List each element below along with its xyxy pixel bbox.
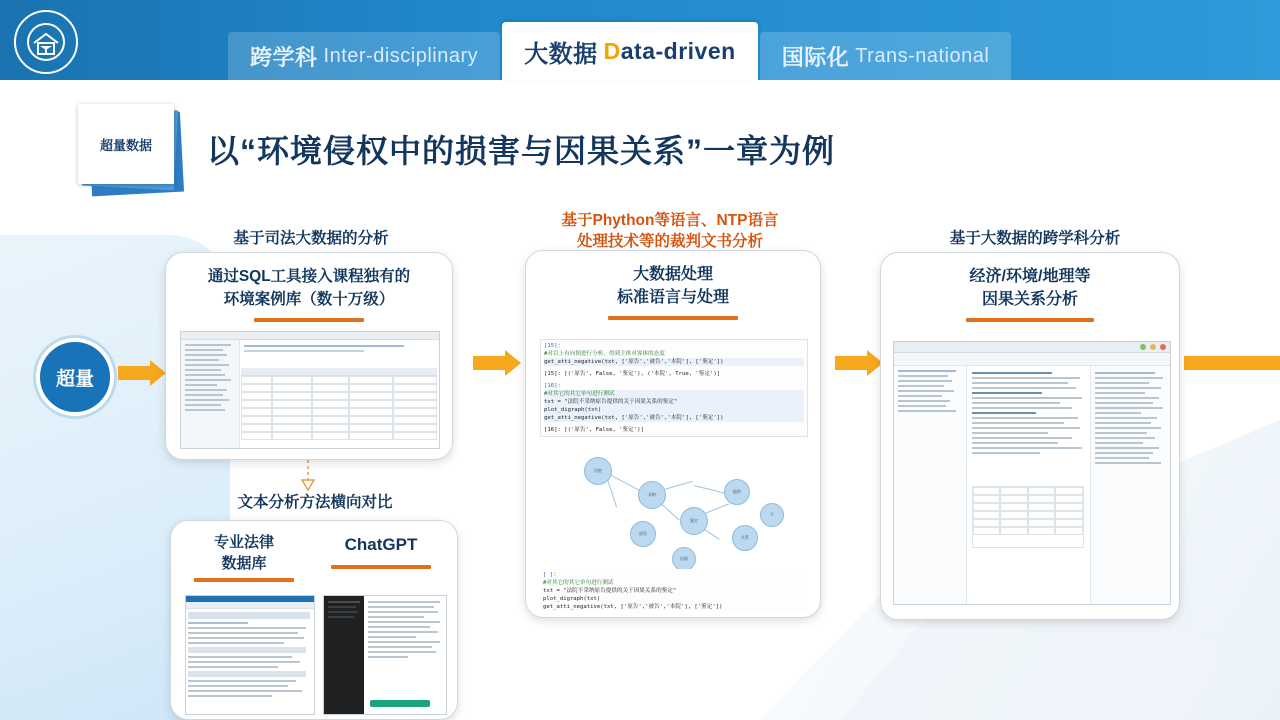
graph-node: 法院: [584, 457, 612, 485]
code-line: [16]: [('原告', False, '鉴定')]: [544, 427, 644, 433]
tab-label-en: Inter-disciplinary: [323, 44, 479, 67]
card-bigdata-underline: [608, 316, 738, 320]
variables-panel: [894, 366, 967, 604]
screenshot-menubar: [894, 342, 1170, 353]
page-title: 以“环境侵权中的损害与因果关系”一章为例: [207, 133, 836, 169]
header-bar: [0, 0, 1280, 80]
compare-left-underline: [194, 578, 294, 582]
card-sql-underline: [254, 318, 364, 322]
caption-nlp-line2: 处理技术等的裁判文书分析: [576, 233, 763, 250]
arrow-3: [835, 350, 883, 376]
graph-node: 原告: [630, 521, 656, 547]
dependency-graph: [546, 447, 804, 565]
graph-node: 鉴定: [680, 507, 708, 535]
card-cross-title-line1: 经济/环境/地理等: [969, 268, 1091, 285]
minimize-icon[interactable]: [1150, 344, 1156, 350]
sticky-note: [78, 104, 178, 192]
code-line: #对其它的其它单句进行测试: [543, 580, 614, 586]
tab-interdisciplinary[interactable]: [228, 32, 500, 80]
caption-nlp-analysis: [520, 210, 820, 252]
compare-right-label: ChatGPT: [344, 535, 418, 554]
card-sql-title-line2: 环境案例库（数十万级）: [223, 291, 395, 308]
code-line: plot_digraph(txt): [543, 596, 601, 602]
card-text-comparison: [170, 520, 458, 720]
compare-left-line2: 数据库: [221, 555, 267, 572]
compare-right-underline: [331, 565, 431, 569]
graph-node: 提供: [724, 479, 750, 505]
code-line: plot_digraph(txt): [544, 406, 804, 414]
code-line: #对以上有向图进行分析，得到主体对客体的态度: [544, 351, 665, 357]
tab-label-en-rest: ata-driven: [620, 37, 736, 64]
code-line: get_atti_negative(txt, ['原告','被告','本院'], ['鉴定']): [543, 604, 723, 610]
screenshot-titlebar: [181, 332, 439, 340]
flow-badge-chaoliang: 超量: [36, 338, 114, 416]
code-line: [16]:: [544, 383, 561, 389]
code-line: [15]: [('原告', False, '鉴定'), ('本院', True, '鉴定')]: [544, 371, 721, 377]
code-line: txt = "法院不采纳原告提供的关于因果关系的鉴定": [543, 588, 677, 594]
card-sql-access: [165, 252, 453, 460]
tab-label-en: Trans-national: [855, 44, 990, 67]
compare-left-title: [185, 531, 303, 582]
screenshot-toolbar: [894, 353, 1170, 366]
output-panel: [968, 366, 1088, 604]
graph-node: 关系: [732, 525, 758, 551]
sticky-note-label: 超量数据: [78, 104, 174, 184]
tab-data-driven[interactable]: [502, 22, 758, 80]
card-cross-title-line2: 因果关系分析: [981, 291, 1078, 308]
sql-query-editor: [241, 342, 437, 364]
tab-label-en-initial: D: [603, 37, 621, 64]
code-line: get_atti_negative(txt, ['原告','被告','本院'], ['鉴定']): [544, 414, 804, 422]
code-line: [ ]:: [543, 572, 557, 578]
tab-label-cn: 跨学科: [250, 44, 318, 70]
caption-nlp-line1: 基于Phython等语言、NTP语言: [561, 212, 779, 229]
maximize-icon[interactable]: [1140, 344, 1146, 350]
chatgpt-send-button: [370, 700, 430, 707]
card-bigdata-processing: [525, 250, 821, 618]
logo: [14, 10, 78, 74]
properties-panel: [1090, 366, 1171, 604]
caption-text-comparison: 文本分析方法横向对比: [237, 494, 393, 511]
card-cross-title: [881, 253, 1179, 322]
arrow-4: [1184, 350, 1280, 376]
arrow-2: [473, 350, 521, 376]
graph-node: 因果: [672, 547, 696, 571]
screenshot-chatgpt: [323, 595, 447, 715]
results-table: [972, 486, 1084, 548]
graph-node: 采纳: [638, 481, 666, 509]
code-line: get_atti_negative(txt, ['原告','被告','本院'], ['鉴定']): [544, 358, 804, 366]
card-cross-underline: [966, 318, 1094, 322]
tab-label-en: [604, 38, 736, 65]
nav-tabs[interactable]: [228, 22, 1013, 80]
tab-label-cn: 国际化: [781, 44, 850, 70]
caption-cross-disciplinary: 基于大数据的跨学科分析: [949, 230, 1121, 247]
card-sql-title-line1: 通过SQL工具接入课程独有的: [207, 268, 411, 285]
arrow-1: [118, 360, 166, 386]
graph-node: 不: [760, 503, 784, 527]
screenshot-tree-panel: [181, 340, 240, 448]
card-bigdata-title-line1: 大数据处理: [632, 266, 713, 283]
screenshot-legal-database: [185, 595, 315, 715]
code-block-bottom: [540, 569, 808, 611]
compare-right-title: [321, 535, 441, 569]
graduation-cap-house-icon: [26, 22, 66, 62]
card-bigdata-title-line2: 标准语言与处理: [616, 289, 729, 306]
caption-judicial-bigdata: 基于司法大数据的分析: [233, 230, 389, 247]
code-line: [15]:: [544, 343, 561, 349]
tab-transnational[interactable]: [760, 32, 1012, 80]
tree-items: [185, 344, 231, 414]
code-line: #对其它的其它单句进行测试: [544, 390, 804, 398]
code-line: txt = "法院不采纳原告提供的关于因果关系的鉴定": [544, 398, 804, 406]
connector-arrow-down: [296, 458, 336, 498]
card-cross-analysis: [880, 252, 1180, 620]
card-sql-title: [166, 253, 452, 322]
sql-result-grid: [241, 368, 437, 448]
screenshot-sql-tool: [180, 331, 440, 449]
compare-left-line1: 专业法律: [213, 534, 274, 551]
screenshot-stats-software: [893, 341, 1171, 605]
card-bigdata-title: [526, 251, 820, 320]
tab-label-cn: 大数据: [524, 40, 598, 68]
code-block-top: [540, 339, 808, 437]
close-icon[interactable]: [1160, 344, 1166, 350]
